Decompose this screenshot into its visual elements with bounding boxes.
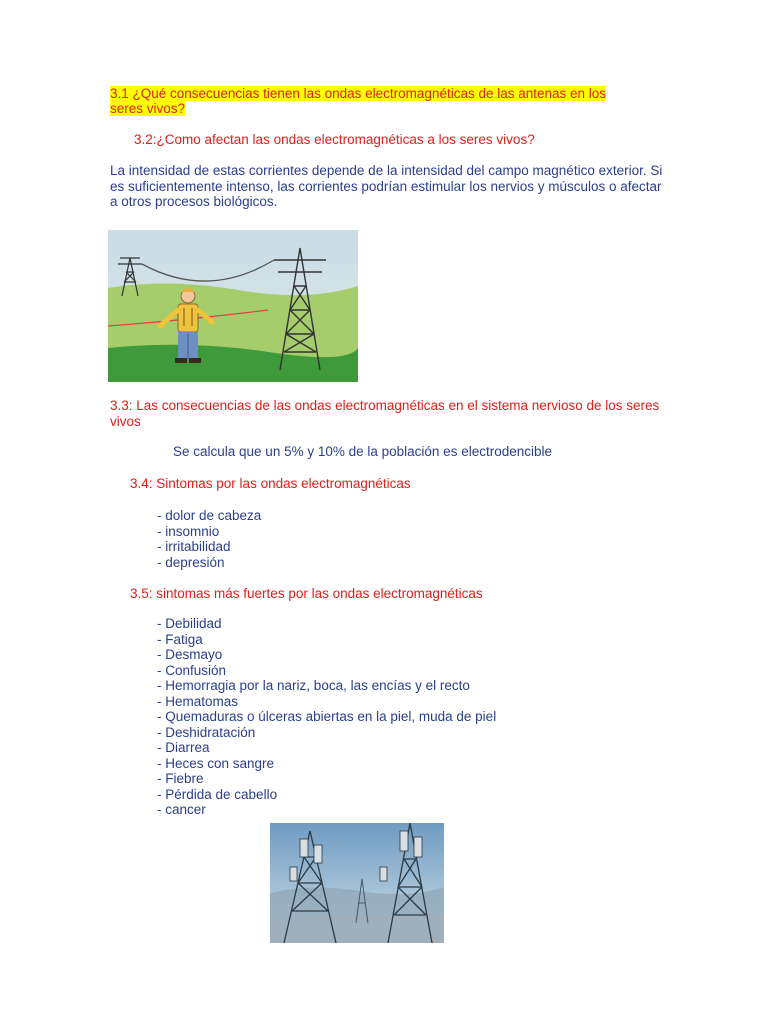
heading-3-4: 3.4: Sintomas por las ondas electromagnéticas — [130, 476, 411, 491]
list-item: - insomnio — [157, 523, 220, 539]
heading-3-3: 3.3: Las consecuencias de las ondas electromagnéticas en el sistema nervioso de los seres vivos — [110, 398, 660, 429]
strong-symptoms-list — [157, 616, 496, 818]
symptoms-list — [157, 508, 261, 570]
heading-3-1: 3.1 ¿Qué consecuencias tienen las ondas electromagnéticas de las antenas en los seres vivos? — [110, 86, 607, 116]
list-item: - Heces con sangre — [157, 755, 275, 771]
list-item: - irritabilidad — [157, 539, 231, 554]
antenna-towers-photo — [270, 823, 444, 943]
statistic-text: Se calcula que un 5% y 10% de la población es electrodencible — [173, 444, 553, 459]
heading-3-2: 3.2:¿Como afectan las ondas electromagnéticas a los seres vivos? — [134, 132, 535, 147]
list-item: - Hematomas — [157, 693, 239, 709]
list-item: - Fatiga — [157, 631, 203, 647]
body-paragraph: La intensidad de estas corrientes depende de la intensidad del campo magnético exterior. Si es suficientemente intenso, las corrientes podrían estimular los nervios y músculos o afectar a otros procesos biológicos. — [110, 163, 663, 209]
list-item: - Desmayo — [157, 647, 223, 662]
list-item: - Debilidad — [157, 616, 222, 631]
power-line-illustration — [108, 230, 358, 382]
list-item: - Pérdida de cabello — [157, 786, 278, 802]
list-item: - dolor de cabeza — [157, 508, 262, 523]
heading-3-5: 3.5: sintomas más fuertes por las ondas electromagnéticas — [130, 586, 483, 601]
list-item: - cancer — [157, 802, 206, 817]
list-item: - Quemaduras o úlceras abiertas en la piel, muda de piel — [157, 709, 497, 724]
list-item: - Diarrea — [157, 740, 210, 755]
list-item: - depresión — [157, 554, 225, 570]
list-item: - Confusión — [157, 662, 227, 678]
list-item: - Hemorragia por la nariz, boca, las encías y el recto — [157, 678, 470, 693]
list-item: - Deshidratación — [157, 724, 256, 740]
list-item: - Fiebre — [157, 771, 204, 786]
